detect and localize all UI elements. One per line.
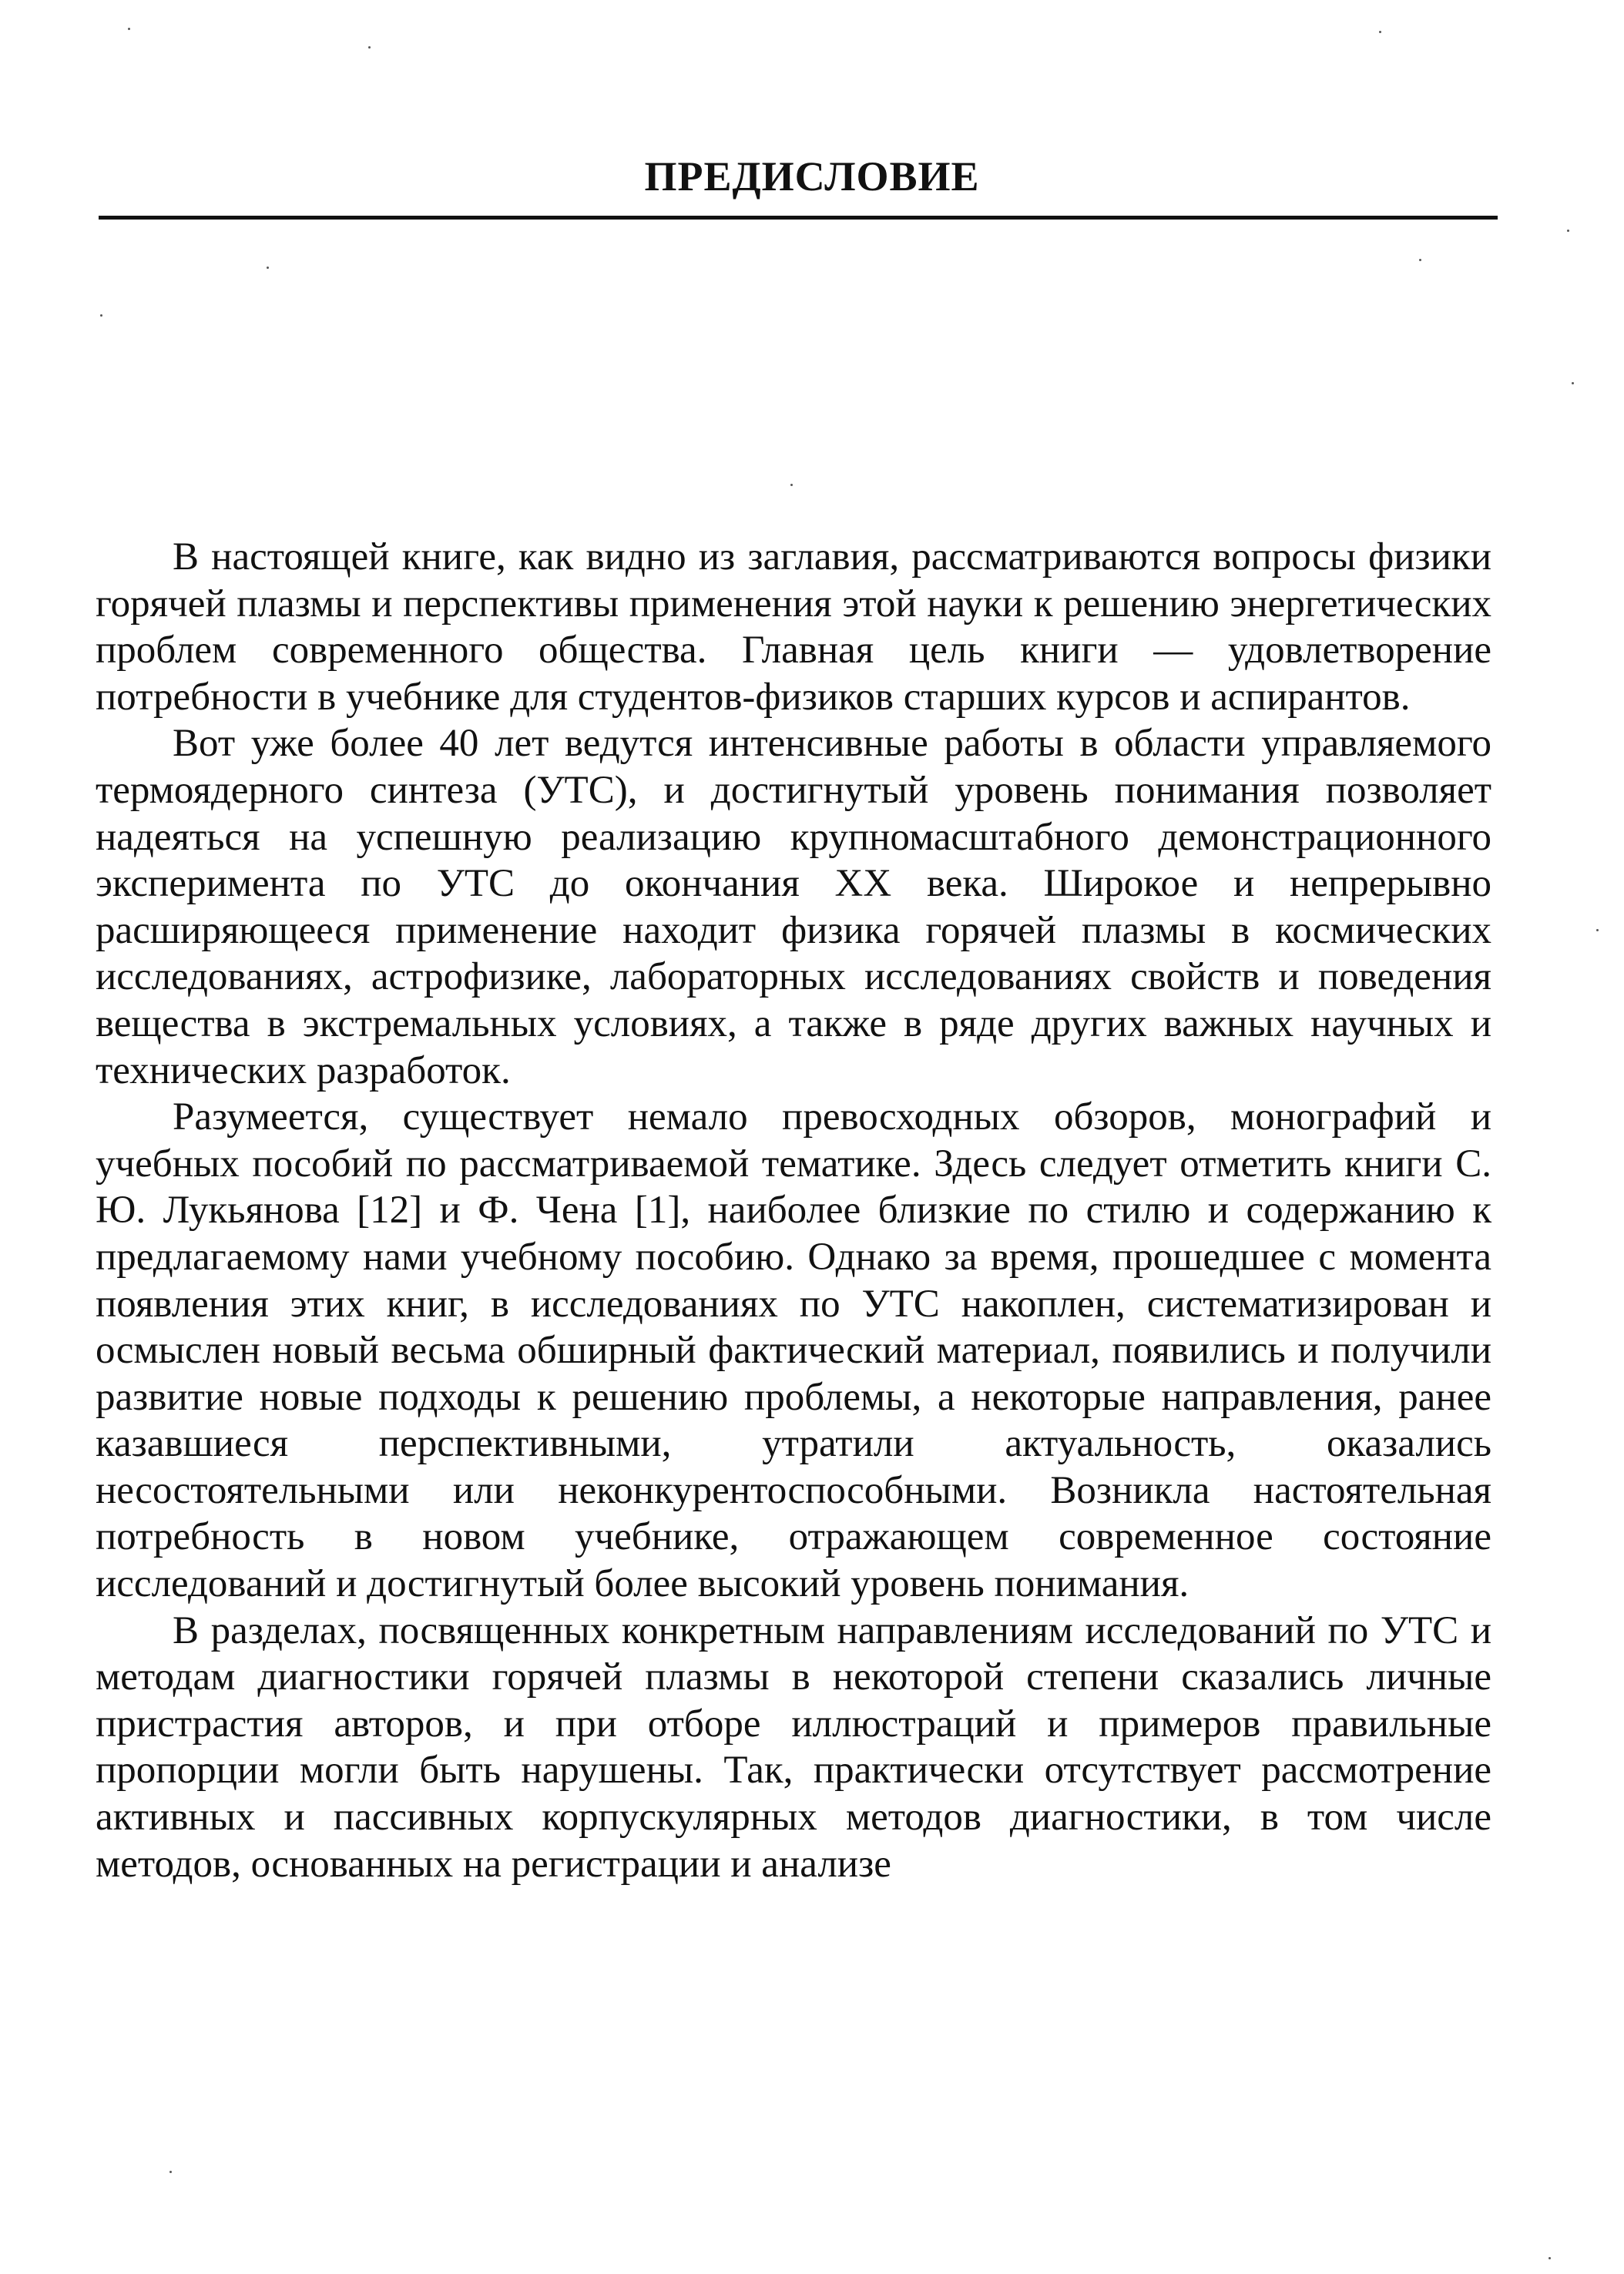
page-title: ПРЕДИСЛОВИЕ — [644, 153, 980, 200]
scan-speck — [1567, 230, 1569, 232]
scan-speck — [1379, 31, 1381, 33]
scan-speck — [128, 28, 130, 30]
paragraph-1: В настоящей книге, как видно из заглавия, рассматриваются вопросы физики горячей плазмы и перспективы применения этой науки к решению энергетических проблем современного общества. Главная цель книги — удовлетворение потребности в учебнике для студентов-физиков старших курсов и аспирантов. — [96, 535, 1491, 719]
scan-speck — [1419, 259, 1421, 261]
scan-speck — [169, 2171, 172, 2173]
scan-speck — [267, 267, 269, 269]
paragraph-2: Вот уже более 40 лет ведутся интенсивные работы в области управляемого термоядерного синтеза (УТС), и достигнутый уровень понимания позволяет надеяться на успешную реализацию крупномасштабного демонстрационного эксперимента по УТС до окончания XX века. Широкое и непрерывно расширяющееся применение находит физика горячей плазмы в космических исследованиях, астрофизике, лабораторных исследованиях свойств и поведения вещества в экстремальных условиях, а также в ряде других важных научных и технических разработок. — [96, 722, 1491, 1092]
scan-speck — [1572, 382, 1574, 384]
body-text — [96, 534, 1491, 1887]
paragraph-3: Разумеется, существует немало превосходных обзоров, монографий и учебных пособий по рассматриваемой тематике. Здесь следует отметить книги С. Ю. Лукьянова [12] и Ф. Чена [1], наиболее близкие по стилю и содержанию к предлагаемому нами учебному пособию. Однако за время, прошедшее с момента появления этих книг, в исследованиях по УТС накоплен, систематизирован и осмыслен новый весьма обширный фактический материал, появились и получили развитие новые подходы к решению проблемы, а некоторые направления, ранее казавшиеся перспективными, утратили актуальность, оказались несостоятельными или неконкурентоспособными. Возникла настоятельная потребность в новом учебнике, отражающем современное состояние исследований и достигнутый более высокий уровень понимания. — [96, 1095, 1491, 1606]
scan-speck — [368, 46, 371, 49]
scan-speck — [790, 484, 793, 486]
paragraph-4: В разделах, посвященных конкретным направлениям исследований по УТС и методам диагностики горячей плазмы в некоторой степени сказались личные пристрастия авторов, и при отборе иллюстраций и примеров правильные пропорции могли быть нарушены. Так, практически отсутствует рассмотрение активных и пассивных корпускулярных методов диагностики, в том числе методов, основанных на регистрации и анализе — [96, 1608, 1491, 1886]
scan-speck — [1596, 929, 1599, 931]
scan-speck — [100, 314, 102, 317]
title-divider — [99, 216, 1498, 220]
scan-speck — [1549, 2257, 1551, 2259]
